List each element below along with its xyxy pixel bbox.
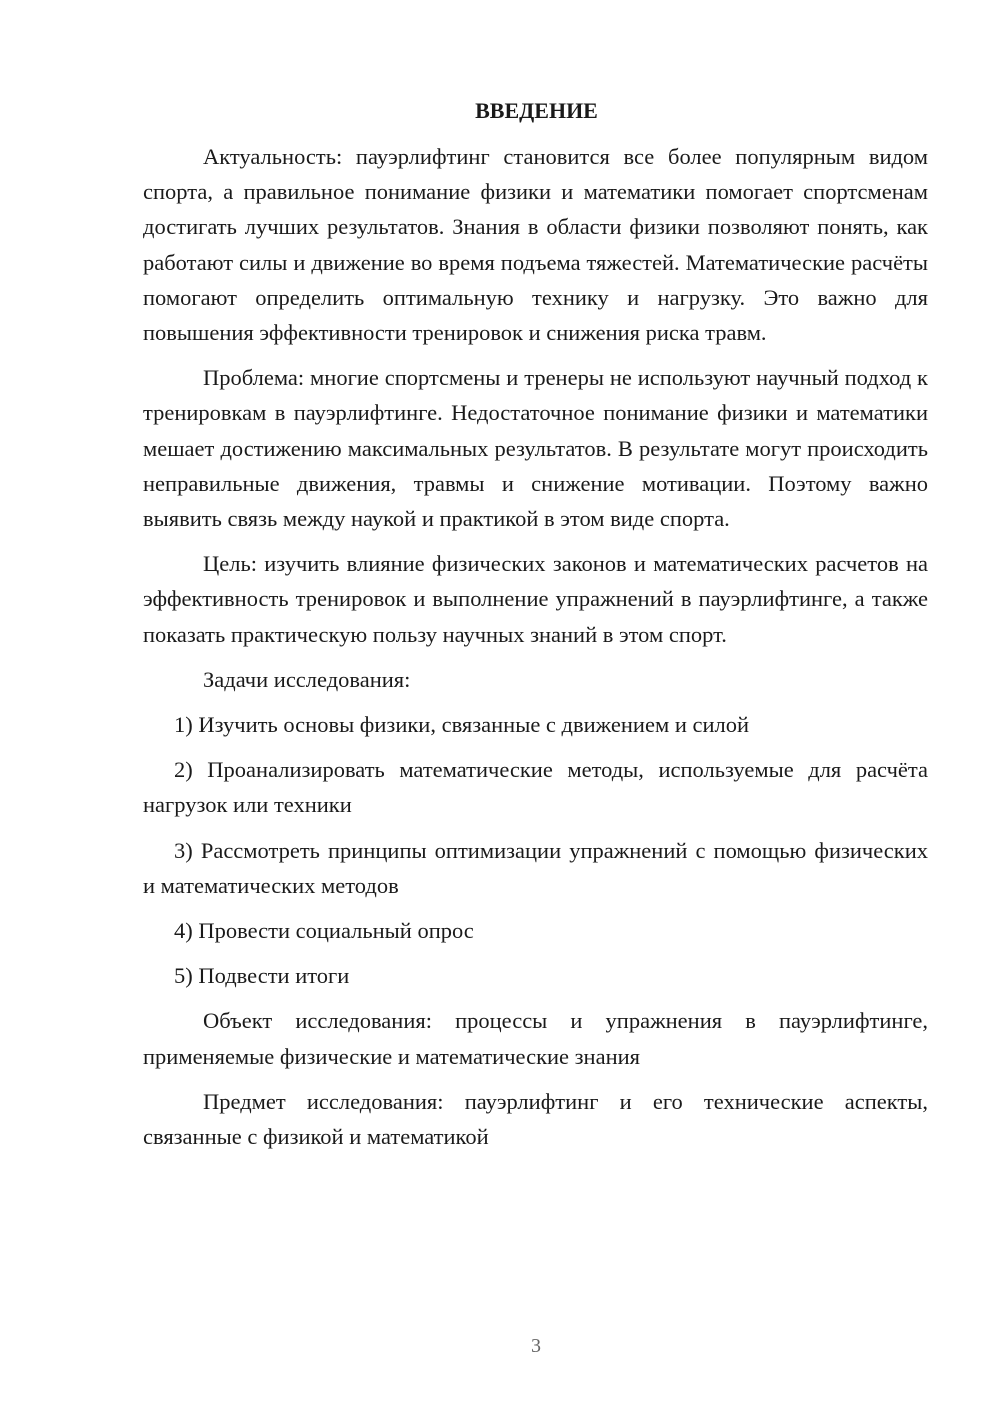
task-item-3: 3) Рассмотреть принципы оптимизации упражнений с помощью физических и математических методов: [143, 837, 928, 898]
paragraph-relevance: Актуальность: пауэрлифтинг становится все более популярным видом спорта, а правильное понимание физики и математики помогает спортсменам достигать лучших результатов. Знания в области физики позволяют понять, как работают силы и движение во время подъема тяжестей. Математические расчёты помогают определить оптимальную технику и нагрузку. Это важно для повышения эффективности тренировок и снижения риска травм.: [143, 144, 928, 346]
task-item-4: 4) Провести социальный опрос: [174, 918, 474, 944]
section-title: ВВЕДЕНИЕ: [475, 98, 598, 123]
page-content: [143, 95, 928, 1164]
paragraph-problem: Проблема: многие спортсмены и тренеры не используют научный подход к тренировкам в пауэрлифтинге. Недостаточное понимание физики и математики мешает достижению максимальных результатов. В результате могут происходить неправильные движения, травмы и снижение мотивации. Поэтому важно выявить связь между наукой и практикой в этом виде спорта.: [143, 365, 928, 532]
page-number: 3: [531, 1335, 541, 1357]
tasks-heading: Задачи исследования:: [203, 666, 411, 692]
paragraph-goal: Цель: изучить влияние физических законов и математических расчетов на эффективность тренировок и выполнение упражнений в пауэрлифтинге, а также показать практическую пользу научных знаний в этом спорт.: [143, 551, 928, 647]
task-item-1: 1) Изучить основы физики, связанные с движением и силой: [174, 712, 750, 738]
task-item-2: 2) Проанализировать математические методы, используемые для расчёта нагрузок или техники: [143, 757, 928, 818]
paragraph-research-object: Объект исследования: процессы и упражнения в пауэрлифтинге, применяемые физические и математические знания: [143, 1008, 928, 1069]
paragraph-research-subject: Предмет исследования: пауэрлифтинг и его технические аспекты, связанные с физикой и математикой: [143, 1088, 928, 1150]
task-item-5: 5) Подвести итоги: [174, 963, 350, 989]
